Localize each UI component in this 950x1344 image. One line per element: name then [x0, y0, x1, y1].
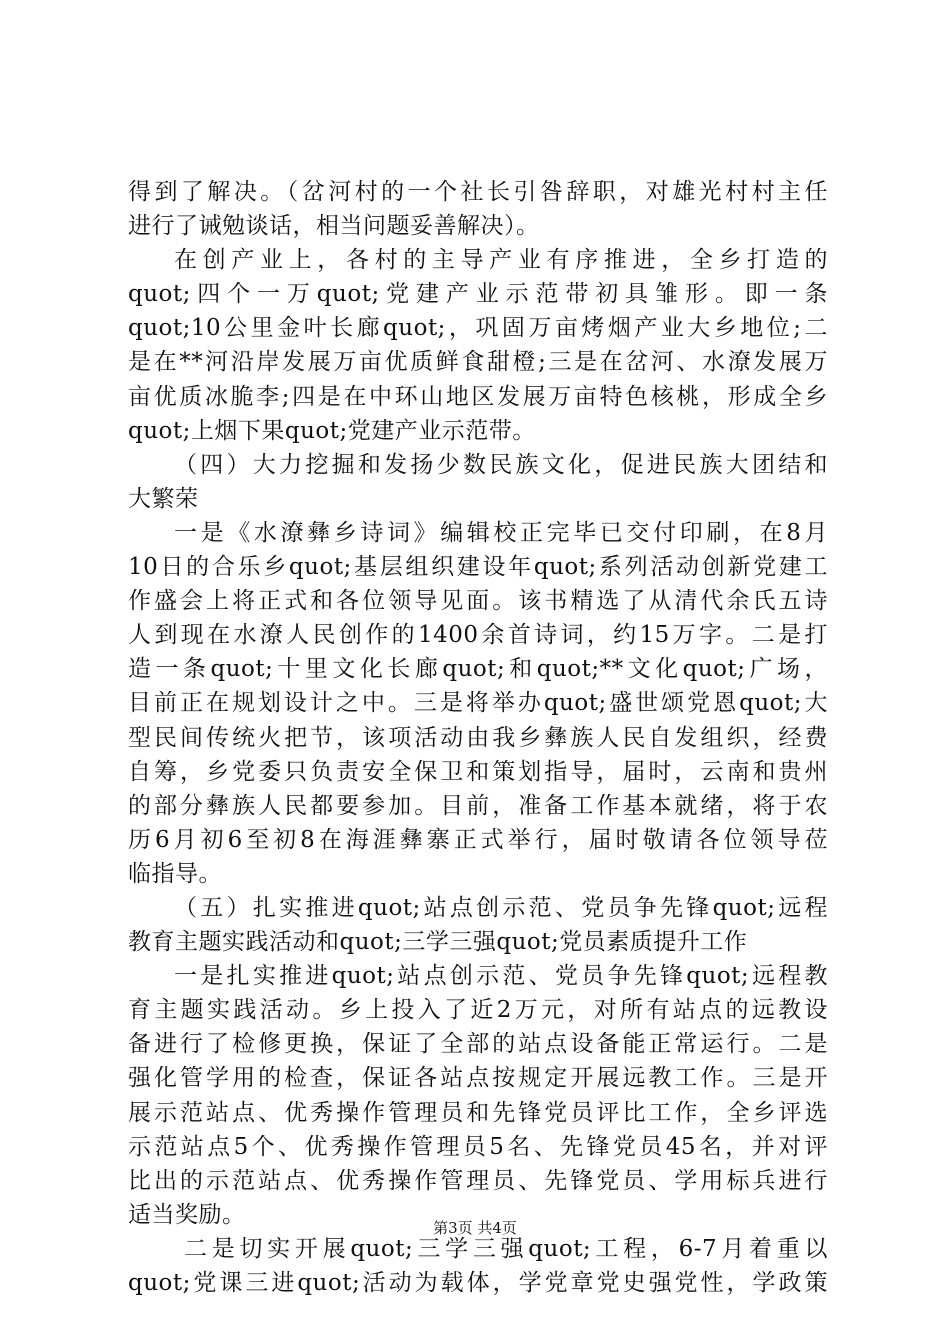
page-footer: 第3页 共4页 [433, 1219, 517, 1237]
text-line: 比出的示范站点、优秀操作管理员、先锋党员、学用标兵进行 [128, 1167, 828, 1194]
text-line: 示范站点5个、优秀操作管理员5名、先锋党员45名，并对评 [128, 1133, 828, 1160]
text-line: 目前正在规划设计之中。三是将举办quot;盛世颂党恩quot;大 [128, 690, 828, 717]
text-line: 大繁荣 [128, 485, 199, 512]
document-body [128, 175, 828, 1300]
text-line: 型民间传统火把节，该项活动由我乡彝族人民自发组织，经费 [128, 724, 828, 751]
text-line: 是在**河沿岸发展万亩优质鲜食甜橙;三是在岔河、水潦发展万 [128, 349, 828, 376]
text-line: 展示范站点、优秀操作管理员和先锋党员评比工作，全乡评选 [128, 1099, 828, 1126]
text-line: 强化管学用的检查，保证各站点按规定开展远教工作。三是开 [128, 1065, 828, 1092]
text-line: （四）大力挖掘和发扬少数民族文化，促进民族大团结和 [174, 451, 828, 478]
text-line: 一是扎实推进quot;站点创示范、党员争先锋quot;远程教 [174, 963, 828, 990]
text-line: 造一条quot;十里文化长廊quot;和quot;**文化quot;广场， [128, 656, 828, 683]
text-line: 教育主题实践活动和quot;三学三强quot;党员素质提升工作 [128, 929, 748, 956]
text-line: quot;上烟下果quot;党建产业示范带。 [128, 417, 536, 444]
text-line: quot;党课三进quot;活动为载体，学党章党史强党性，学政策 [128, 1270, 828, 1296]
text-line: 育主题实践活动。乡上投入了近2万元，对所有站点的远教设 [128, 997, 828, 1024]
text-line: 得到了解决。（岔河村的一个社长引咎辞职，对雄光村村主任 [128, 179, 828, 205]
text-line: （五）扎实推进quot;站点创示范、党员争先锋quot;远程 [174, 894, 828, 921]
text-line: 作盛会上将正式和各位领导见面。该书精选了从清代余氏五诗 [128, 588, 828, 615]
text-line: 二是切实开展quot;三学三强quot;工程，6-7月着重以 [184, 1235, 828, 1262]
text-line: 10日的合乐乡quot;基层组织建设年quot;系列活动创新党建工 [128, 554, 828, 581]
text-line: 的部分彝族人民都要参加。目前，准备工作基本就绪，将于农 [128, 792, 828, 819]
text-line: quot;10公里金叶长廊quot;，巩固万亩烤烟产业大乡地位;二 [128, 315, 828, 342]
text-line: quot;四个一万quot;党建产业示范带初具雏形。即一条 [128, 281, 828, 308]
text-line: 临指导。 [128, 860, 222, 887]
text-line: 在创产业上，各村的主导产业有序推进，全乡打造的 [174, 247, 828, 274]
text-line: 历6月初6至初8在海涯彝寨正式举行，届时敬请各位领导莅 [128, 826, 828, 853]
text-line: 自筹，乡党委只负责安全保卫和策划指导，届时，云南和贵州 [128, 758, 828, 785]
text-line: 人到现在水潦人民创作的1400余首诗词，约15万字。二是打 [128, 622, 828, 649]
text-line: 备进行了检修更换，保证了全部的站点设备能正常运行。二是 [128, 1031, 828, 1058]
text-line: 亩优质冰脆李;四是在中环山地区发展万亩特色核桃，形成全乡 [128, 383, 828, 410]
text-line: 适当奖励。 [128, 1201, 246, 1228]
text-line: 一是《水潦彝乡诗词》编辑校正完毕已交付印刷，在8月 [174, 519, 828, 546]
text-line: 进行了诫勉谈话，相当问题妥善解决）。 [128, 213, 540, 240]
